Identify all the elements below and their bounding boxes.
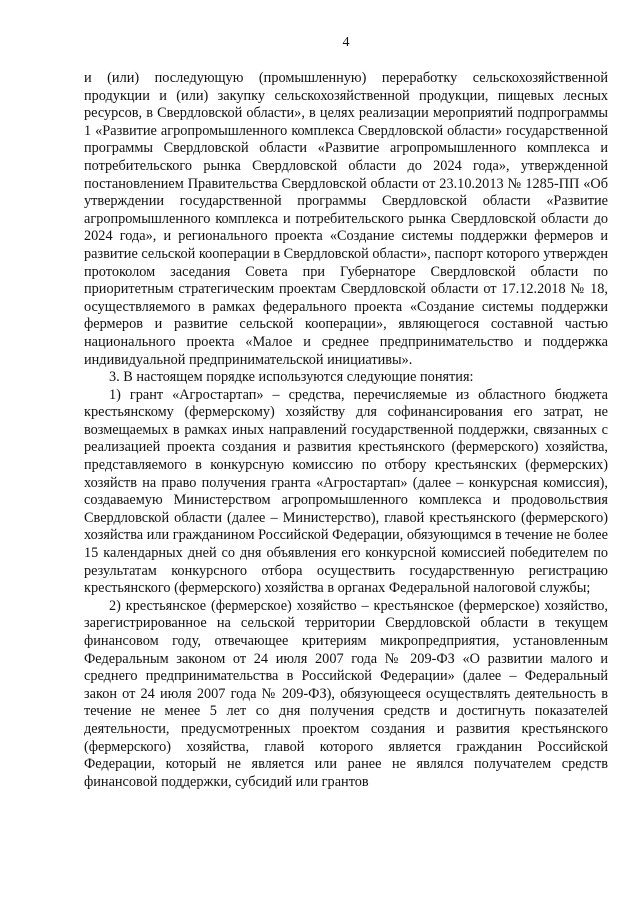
paragraph-definition-grant: 1) грант «Агростартап» – средства, перечисляемые из областного бюджета крестьянскому (фермерскому) хозяйству для софинансирования его затрат, не возмещаемых в рамках иных направлений государственной поддержки, связанных с реализацией проекта создания и развития крестьянского (фермерского) хозяйства, представляемого в конкурсную комиссию по отбору крестьянских (фермерских) хозяйств на право получения гранта «Агростартап» (далее – конкурсная комиссия), создаваемую Министерством агропромышленного комплекса и продовольствия Свердловской области (далее – Министерство), главой крестьянского (фермерского) хозяйства или гражданином Российской Федерации, обязующимся в течение не более 15 календарных дней со дня объявления его конкурсной комиссией победителем по результатам конкурсного отбора осуществить государственную регистрацию крестьянского (фермерского) хозяйства в органах Федеральной налоговой службы; <box>84 386 608 597</box>
paragraph-definitions-heading: 3. В настоящем порядке используются следующие понятия: <box>109 369 474 386</box>
paragraph-purpose: и (или) последующую (промышленную) переработку сельскохозяйственной продукции и (или) закупку сельскохозяйственной продукции, пищевых лесных ресурсов, в Свердловской области», в целях реализации мероприятий подпрограммы 1 «Развитие агропромышленного комплекса Свердловской области» государственной программы Свердловской области «Развитие агропромышленного комплекса и потребительского рынка Свердловской области до 2024 года», утвержденной постановлением Правительства Свердловской области от 23.10.2013 № 1285-ПП «Об утверждении государственной программы Свердловской области «Развитие агропромышленного комплекса и потребительского рынка Свердловской области до 2024 года», и регионального проекта «Создание системы поддержки фермеров и развитие сельской кооперации в Свердловской области», паспорт которого утвержден протоколом заседания Совета при Губернаторе Свердловской области по приоритетным стратегическим проектам Свердловской области от 17.12.2018 № 18, осуществляемого в рамках федерального проекта «Создание системы поддержки фермеров и развитие сельской кооперации», являющегося составной частью национального проекта «Малое и среднее предпринимательство и поддержка индивидуальной предпринимательской инициативы». <box>84 70 608 368</box>
page-number: 4 <box>342 35 350 50</box>
paragraph-definition-farm: 2) крестьянское (фермерское) хозяйство – крестьянское (фермерское) хозяйство, зарегистрированное на сельской территории Свердловской области в текущем финансовом году, отвечающее критериям микропредприятия, установленным Федеральным законом от 24 июля 2007 года № 209-ФЗ «О развитии малого и среднего предпринимательства в Российской Федерации» (далее – Федеральный закон от 24 июля 2007 года № 209-ФЗ), обязующееся осуществлять деятельность в течение не менее 5 лет со дня получения средств и достигнуть показателей деятельности, предусмотренных проектом создания и развития крестьянского (фермерского) хозяйства, главой которого является гражданин Российской Федерации, который не является или ранее не являлся получателем средств финансовой поддержки, субсидий или грантов <box>84 597 608 790</box>
document-page <box>84 34 608 791</box>
